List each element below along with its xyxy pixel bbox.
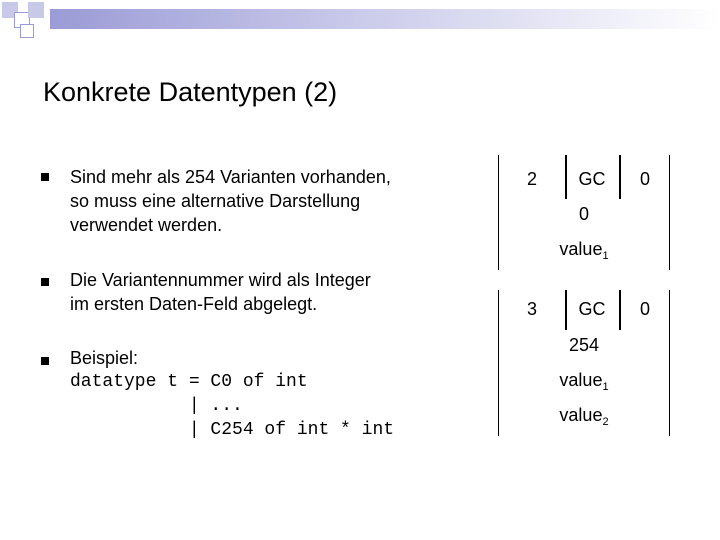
block-1-field-1-value: value$_1$ <box>559 239 609 262</box>
bullet-1-line-1: Sind mehr als 254 Varianten vorhanden, <box>70 167 391 187</box>
code-line-3: | C254 of int * int <box>70 420 395 440</box>
block-2-tag: 0 <box>639 299 650 319</box>
block-1-gc: GC <box>578 169 606 189</box>
block-2-gc: GC <box>578 299 606 319</box>
block-1-field-0-value: 0 <box>578 204 589 224</box>
bullet-marker-2 <box>41 278 49 286</box>
header-square-4 <box>20 24 34 38</box>
page-title: Konkrete Datentypen (2) <box>43 77 338 107</box>
bullet-1-line-2: so muss eine alternative Darstellung <box>70 191 361 211</box>
bullet-marker-1 <box>41 173 49 181</box>
bullet-text-3 <box>70 346 394 442</box>
bullet-marker-3 <box>41 357 49 365</box>
memory-block-2 <box>498 290 670 436</box>
bullet-2-line-1: Die Variantennummer wird als Integer <box>70 270 371 290</box>
memory-block-1 <box>498 155 670 270</box>
bullet-1-line-3: verwendet werden. <box>70 215 223 235</box>
block-2-field-0-value: 254 <box>568 335 600 355</box>
bullet-text-2 <box>70 268 371 316</box>
block-2-tag-size: 3 <box>526 299 537 319</box>
block-1-tag: 0 <box>639 169 650 189</box>
block-2-field-1-value: value$_1$ <box>559 370 609 393</box>
block-2-field-2-value: value$_2$ <box>559 405 609 428</box>
code-line-2: | ... <box>70 396 243 416</box>
bullet-text-1 <box>70 165 391 237</box>
header-square-3 <box>28 2 44 18</box>
example-label: Beispiel: <box>70 348 139 368</box>
block-1-tag-size: 2 <box>526 169 537 189</box>
code-line-1: datatype t = C0 of int <box>70 372 308 392</box>
header-gradient-bar <box>50 9 720 29</box>
bullet-2-line-2: im ersten Daten-Feld abgelegt. <box>70 294 318 314</box>
